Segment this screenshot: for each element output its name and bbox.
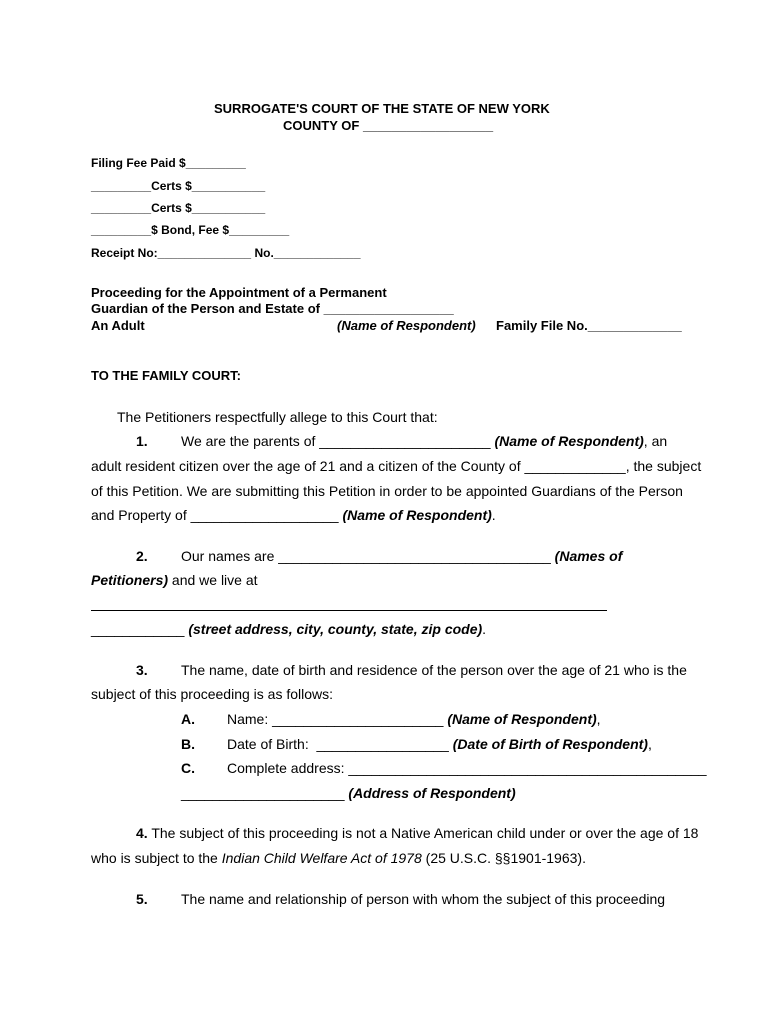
item-a-letter: A. xyxy=(181,711,195,727)
para-1-line-3: of this Petition. We are submitting this Petition in order to be appointed Guardians of the Person xyxy=(91,483,683,499)
para-2-line-2: Petitioners) and we live at xyxy=(91,572,258,588)
item-a-name: Name: ______________________ (Name of Respondent), xyxy=(227,711,601,727)
item-c-letter: C. xyxy=(181,760,195,776)
filing-fee-line: Filing Fee Paid $_________ xyxy=(91,156,246,170)
para-5-number: 5. xyxy=(136,891,148,907)
para-4-line-2: who is subject to the Indian Child Welfare Act of 1978 (25 U.S.C. §§1901-1963). xyxy=(91,850,586,866)
county-line: COUNTY OF __________________ xyxy=(283,118,494,133)
caption-line-3-left: An Adult xyxy=(91,318,145,333)
item-b-dob: Date of Birth: _________________ (Date of Birth of Respondent), xyxy=(227,736,652,752)
intro-line: The Petitioners respectfully allege to this Court that: xyxy=(117,409,438,425)
para-2-number: 2. xyxy=(136,548,148,564)
caption-respondent-label: (Name of Respondent) xyxy=(337,318,476,333)
para-2-line-1: Our names are ___________________________________ (Names of xyxy=(181,548,623,564)
bond-fee-line: _________$ Bond, Fee $_________ xyxy=(91,223,290,237)
item-c-address-line-2: _____________________ (Address of Respondent) xyxy=(181,785,516,801)
para-1-line-1: We are the parents of ______________________ (Name of Respondent), an xyxy=(181,433,668,449)
certs-line-1: _________Certs $___________ xyxy=(91,179,266,193)
para-1-line-4: and Property of ___________________ (Name of Respondent). xyxy=(91,507,496,523)
item-c-address: Complete address: ______________________________________________ xyxy=(227,760,707,776)
para-5-line-1: The name and relationship of person with whom the subject of this proceeding xyxy=(181,891,666,907)
para-3-line-1: The name, date of birth and residence of the person over the age of 21 who is the xyxy=(181,662,687,678)
receipt-line: Receipt No:______________ No._____________ xyxy=(91,246,361,260)
to-the-family-court: TO THE FAMILY COURT: xyxy=(91,368,241,383)
para-1-line-2: adult resident citizen over the age of 21 and a citizen of the County of _____________, the subject xyxy=(91,458,702,474)
para-2-line-4: ____________ (street address, city, county, state, zip code). xyxy=(91,621,487,637)
family-file-no: Family File No._____________ xyxy=(496,318,682,333)
address-blank-line xyxy=(91,610,607,611)
certs-line-2: _________Certs $___________ xyxy=(91,201,266,215)
caption-line-2: Guardian of the Person and Estate of __________________ xyxy=(91,301,454,316)
para-3-line-2: subject of this proceeding is as follows: xyxy=(91,686,334,702)
para-1-number: 1. xyxy=(136,433,148,449)
court-title: SURROGATE'S COURT OF THE STATE OF NEW YORK xyxy=(214,101,550,116)
para-4-line-1: 4. The subject of this proceeding is not a Native American child under or over the age of 18 xyxy=(136,825,699,841)
item-b-letter: B. xyxy=(181,736,195,752)
caption-line-1: Proceeding for the Appointment of a Permanent xyxy=(91,285,387,300)
para-3-number: 3. xyxy=(136,662,148,678)
